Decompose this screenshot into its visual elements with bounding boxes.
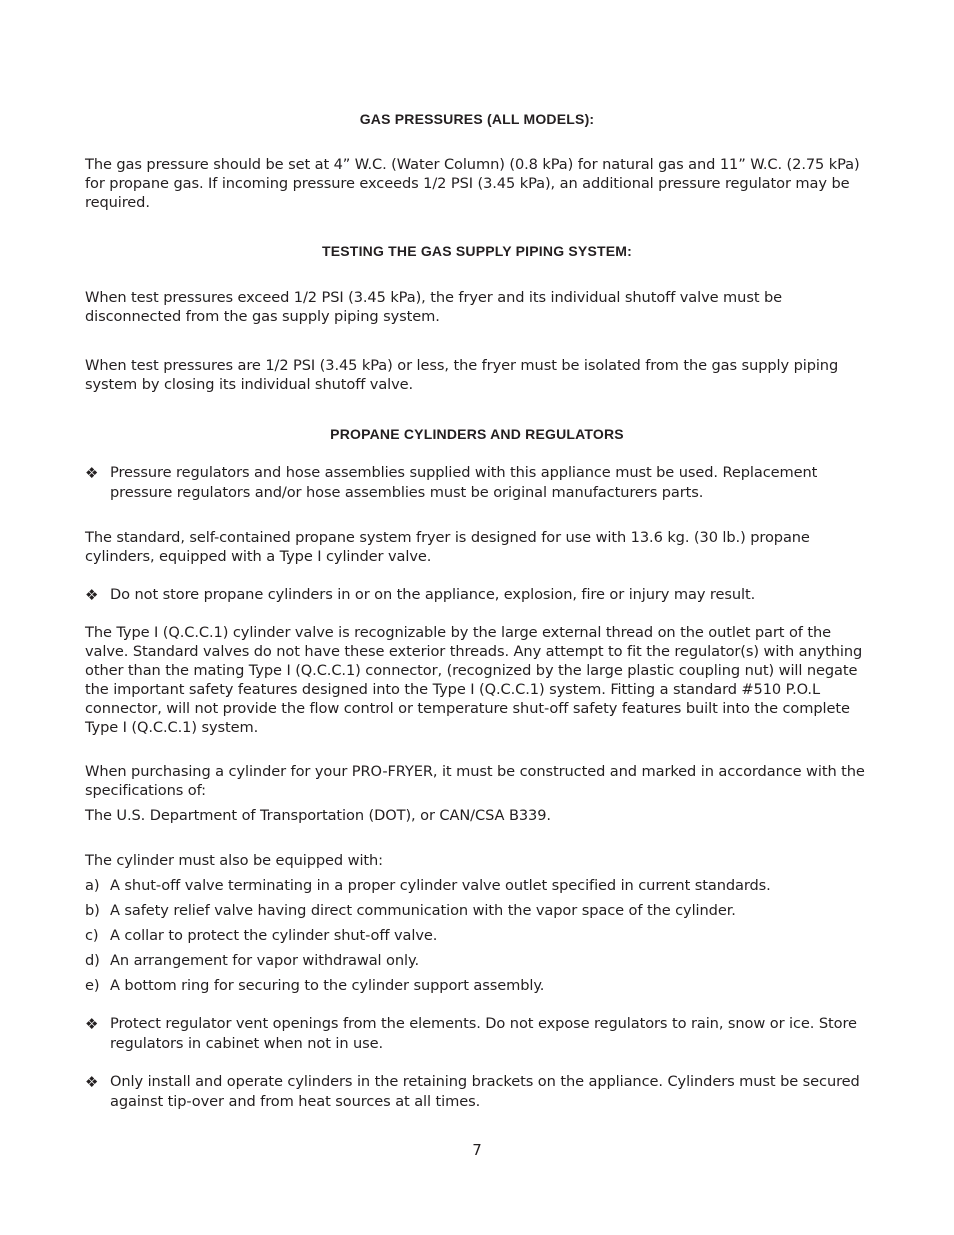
list-item	[85, 876, 865, 895]
bullet-item	[85, 1072, 865, 1112]
paragraph-test-less: When test pressures are 1/2 PSI (3.45 kPa) or less, the fryer must be isolated from the gas supply piping system by closing its individual shutoff valve.	[85, 357, 839, 393]
bullet-diamond-icon: ❖	[85, 464, 99, 482]
paragraph-equipped-intro: The cylinder must also be equipped with:	[85, 852, 383, 869]
bullet-diamond-icon: ❖	[85, 1073, 99, 1091]
list-item-label: b)	[85, 902, 100, 919]
bullet-item	[85, 463, 865, 503]
paragraph-standard-system: The standard, self-contained propane system fryer is designed for use with 13.6 kg. (30 lb.) propane cylinders, equipped with a Type I cylinder valve.	[85, 529, 810, 565]
paragraph-type-i-valve: The Type I (Q.C.C.1) cylinder valve is recognizable by the large external thread on the outlet part of the valve. Standard valves do not have these exterior threads. Any attempt to fit the regulator(s) with anything other than the mating Type I (Q.C.C.1) connector, (recognized by the large plastic coupling nut) will negate the important safety features designed into the Type I (Q.C.C.1) system. Fitting a standard #510 P.O.L connector, will not provide the flow control or temperature shut-off safety features built into the complete Type I (Q.C.C.1) system.	[85, 624, 863, 736]
list-item-label: e)	[85, 977, 100, 994]
bullet-diamond-icon: ❖	[85, 1015, 99, 1033]
bullet-item	[85, 585, 865, 605]
paragraph-purchasing: When purchasing a cylinder for your PRO-FRYER, it must be constructed and marked in accordance with the specifications of:	[85, 763, 865, 799]
heading-testing: TESTING THE GAS SUPPLY PIPING SYSTEM:	[321, 243, 632, 259]
heading-gas-pressures: GAS PRESSURES (ALL MODELS):	[359, 111, 595, 127]
list-item-text: A collar to protect the cylinder shut-off valve.	[110, 927, 438, 944]
bullet-text: Pressure regulators and hose assemblies supplied with this appliance must be used. Replacement pressure regulators and/or hose assemblies must be original manufacturers parts.	[110, 464, 818, 501]
list-item	[85, 976, 865, 995]
paragraph-dot: The U.S. Department of Transportation (DOT), or CAN/CSA B339.	[85, 807, 551, 824]
list-item-label: a)	[85, 877, 100, 894]
page-number: 7	[472, 1141, 482, 1159]
list-item-text: A shut-off valve terminating in a proper cylinder valve outlet specified in current standards.	[110, 877, 771, 894]
bullet-item	[85, 1014, 865, 1054]
list-item-text: An arrangement for vapor withdrawal only.	[110, 952, 419, 969]
bullet-text: Protect regulator vent openings from the elements. Do not expose regulators to rain, snow or ice. Store regulators in cabinet when not in use.	[110, 1015, 857, 1052]
paragraph-gas-pressure: The gas pressure should be set at 4” W.C. (Water Column) (0.8 kPa) for natural gas and 11” W.C. (2.75 kPa) for propane gas. If incoming pressure exceeds 1/2 PSI (3.45 kPa), an additional pressure regulator may be required.	[85, 156, 860, 211]
bullet-text: Do not store propane cylinders in or on the appliance, explosion, fire or injury may result.	[110, 586, 756, 603]
list-item	[85, 926, 865, 945]
list-item-label: c)	[85, 927, 99, 944]
list-item	[85, 901, 865, 920]
list-item-text: A bottom ring for securing to the cylinder support assembly.	[110, 977, 545, 994]
list-item-label: d)	[85, 952, 100, 969]
list-item-text: A safety relief valve having direct communication with the vapor space of the cylinder.	[110, 902, 736, 919]
paragraph-test-exceed: When test pressures exceed 1/2 PSI (3.45 kPa), the fryer and its individual shutoff valve must be disconnected from the gas supply piping system.	[85, 289, 783, 325]
heading-propane: PROPANE CYLINDERS AND REGULATORS	[330, 426, 624, 442]
bullet-text: Only install and operate cylinders in the retaining brackets on the appliance. Cylinders must be secured against tip-over and from heat sources at all times.	[110, 1073, 860, 1110]
bullet-diamond-icon: ❖	[85, 586, 99, 604]
list-item	[85, 951, 865, 970]
